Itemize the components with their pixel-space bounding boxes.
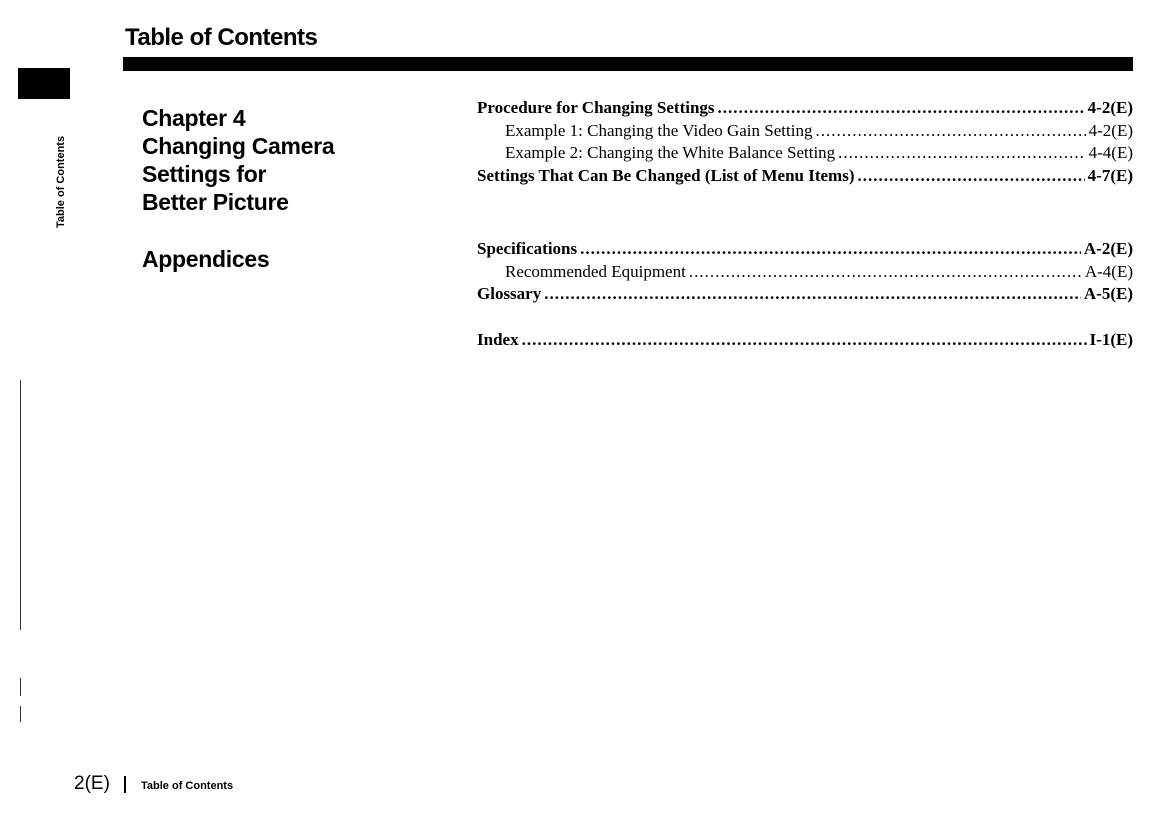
toc-entry-page: A-5(E): [1083, 284, 1133, 303]
dot-leader: [522, 329, 1087, 352]
heading-line: Chapter 4: [142, 105, 246, 131]
toc-entry[interactable]: [477, 142, 1133, 165]
heading-line: Changing Camera: [142, 133, 335, 159]
dot-leader: [580, 238, 1081, 261]
toc-entry-page: 4-4(E): [1088, 143, 1133, 162]
toc-index: [477, 329, 1133, 352]
toc-entry[interactable]: [477, 97, 1133, 120]
heading-line: Better Picture: [142, 189, 289, 215]
toc-entry[interactable]: [477, 261, 1133, 284]
footer-label: Table of Contents: [141, 780, 234, 792]
toc-entry-page: 4-2(E): [1088, 120, 1133, 140]
dot-leader: [544, 283, 1081, 306]
heading-line: Settings for: [142, 161, 267, 187]
toc-chapter-4: [477, 97, 1133, 187]
footer-page-number: 2(E): [74, 773, 110, 794]
toc-entry-title: Example 2: Changing the White Balance Setting: [505, 143, 836, 162]
toc-entry-title: Procedure for Changing Settings: [477, 98, 715, 117]
margin-line: [20, 706, 21, 722]
toc-entry-title: Index: [477, 330, 519, 349]
toc-entry[interactable]: [477, 329, 1133, 352]
margin-line: [20, 380, 21, 630]
footer-divider: [124, 776, 126, 793]
page-title: Table of Contents: [125, 24, 318, 51]
toc-entry-title: Settings That Can Be Changed (List of Menu Items): [477, 165, 855, 185]
side-tab-label: Table of Contents: [55, 135, 67, 228]
toc-entry[interactable]: [477, 165, 1133, 188]
dot-leader: [718, 97, 1085, 120]
dot-leader: [689, 261, 1082, 284]
heading-line: Appendices: [142, 246, 270, 272]
toc-entry[interactable]: [477, 120, 1133, 143]
toc-entry[interactable]: [477, 283, 1133, 306]
toc-entry-title: Glossary: [477, 284, 542, 303]
toc-entry-title: Recommended Equipment: [505, 261, 686, 281]
toc-entry-title: Example 1: Changing the Video Gain Setting: [505, 120, 813, 140]
dot-leader: [815, 120, 1085, 143]
title-rule: [123, 57, 1133, 71]
toc-entry-page: A-2(E): [1083, 239, 1133, 258]
toc-entry-page: 4-7(E): [1087, 165, 1133, 185]
side-thumb-tab: [18, 68, 70, 99]
dot-leader: [838, 142, 1085, 165]
toc-entry-page: I-1(E): [1089, 330, 1133, 349]
toc-entry-title: Specifications: [477, 239, 578, 258]
toc-entry[interactable]: [477, 238, 1133, 261]
appendices-heading: [142, 245, 269, 273]
toc-entry-page: A-4(E): [1084, 261, 1133, 281]
chapter-4-heading: [142, 104, 334, 216]
toc-appendices: [477, 238, 1133, 306]
dot-leader: [858, 165, 1085, 188]
margin-line: [20, 678, 21, 696]
toc-entry-page: 4-2(E): [1087, 98, 1133, 117]
